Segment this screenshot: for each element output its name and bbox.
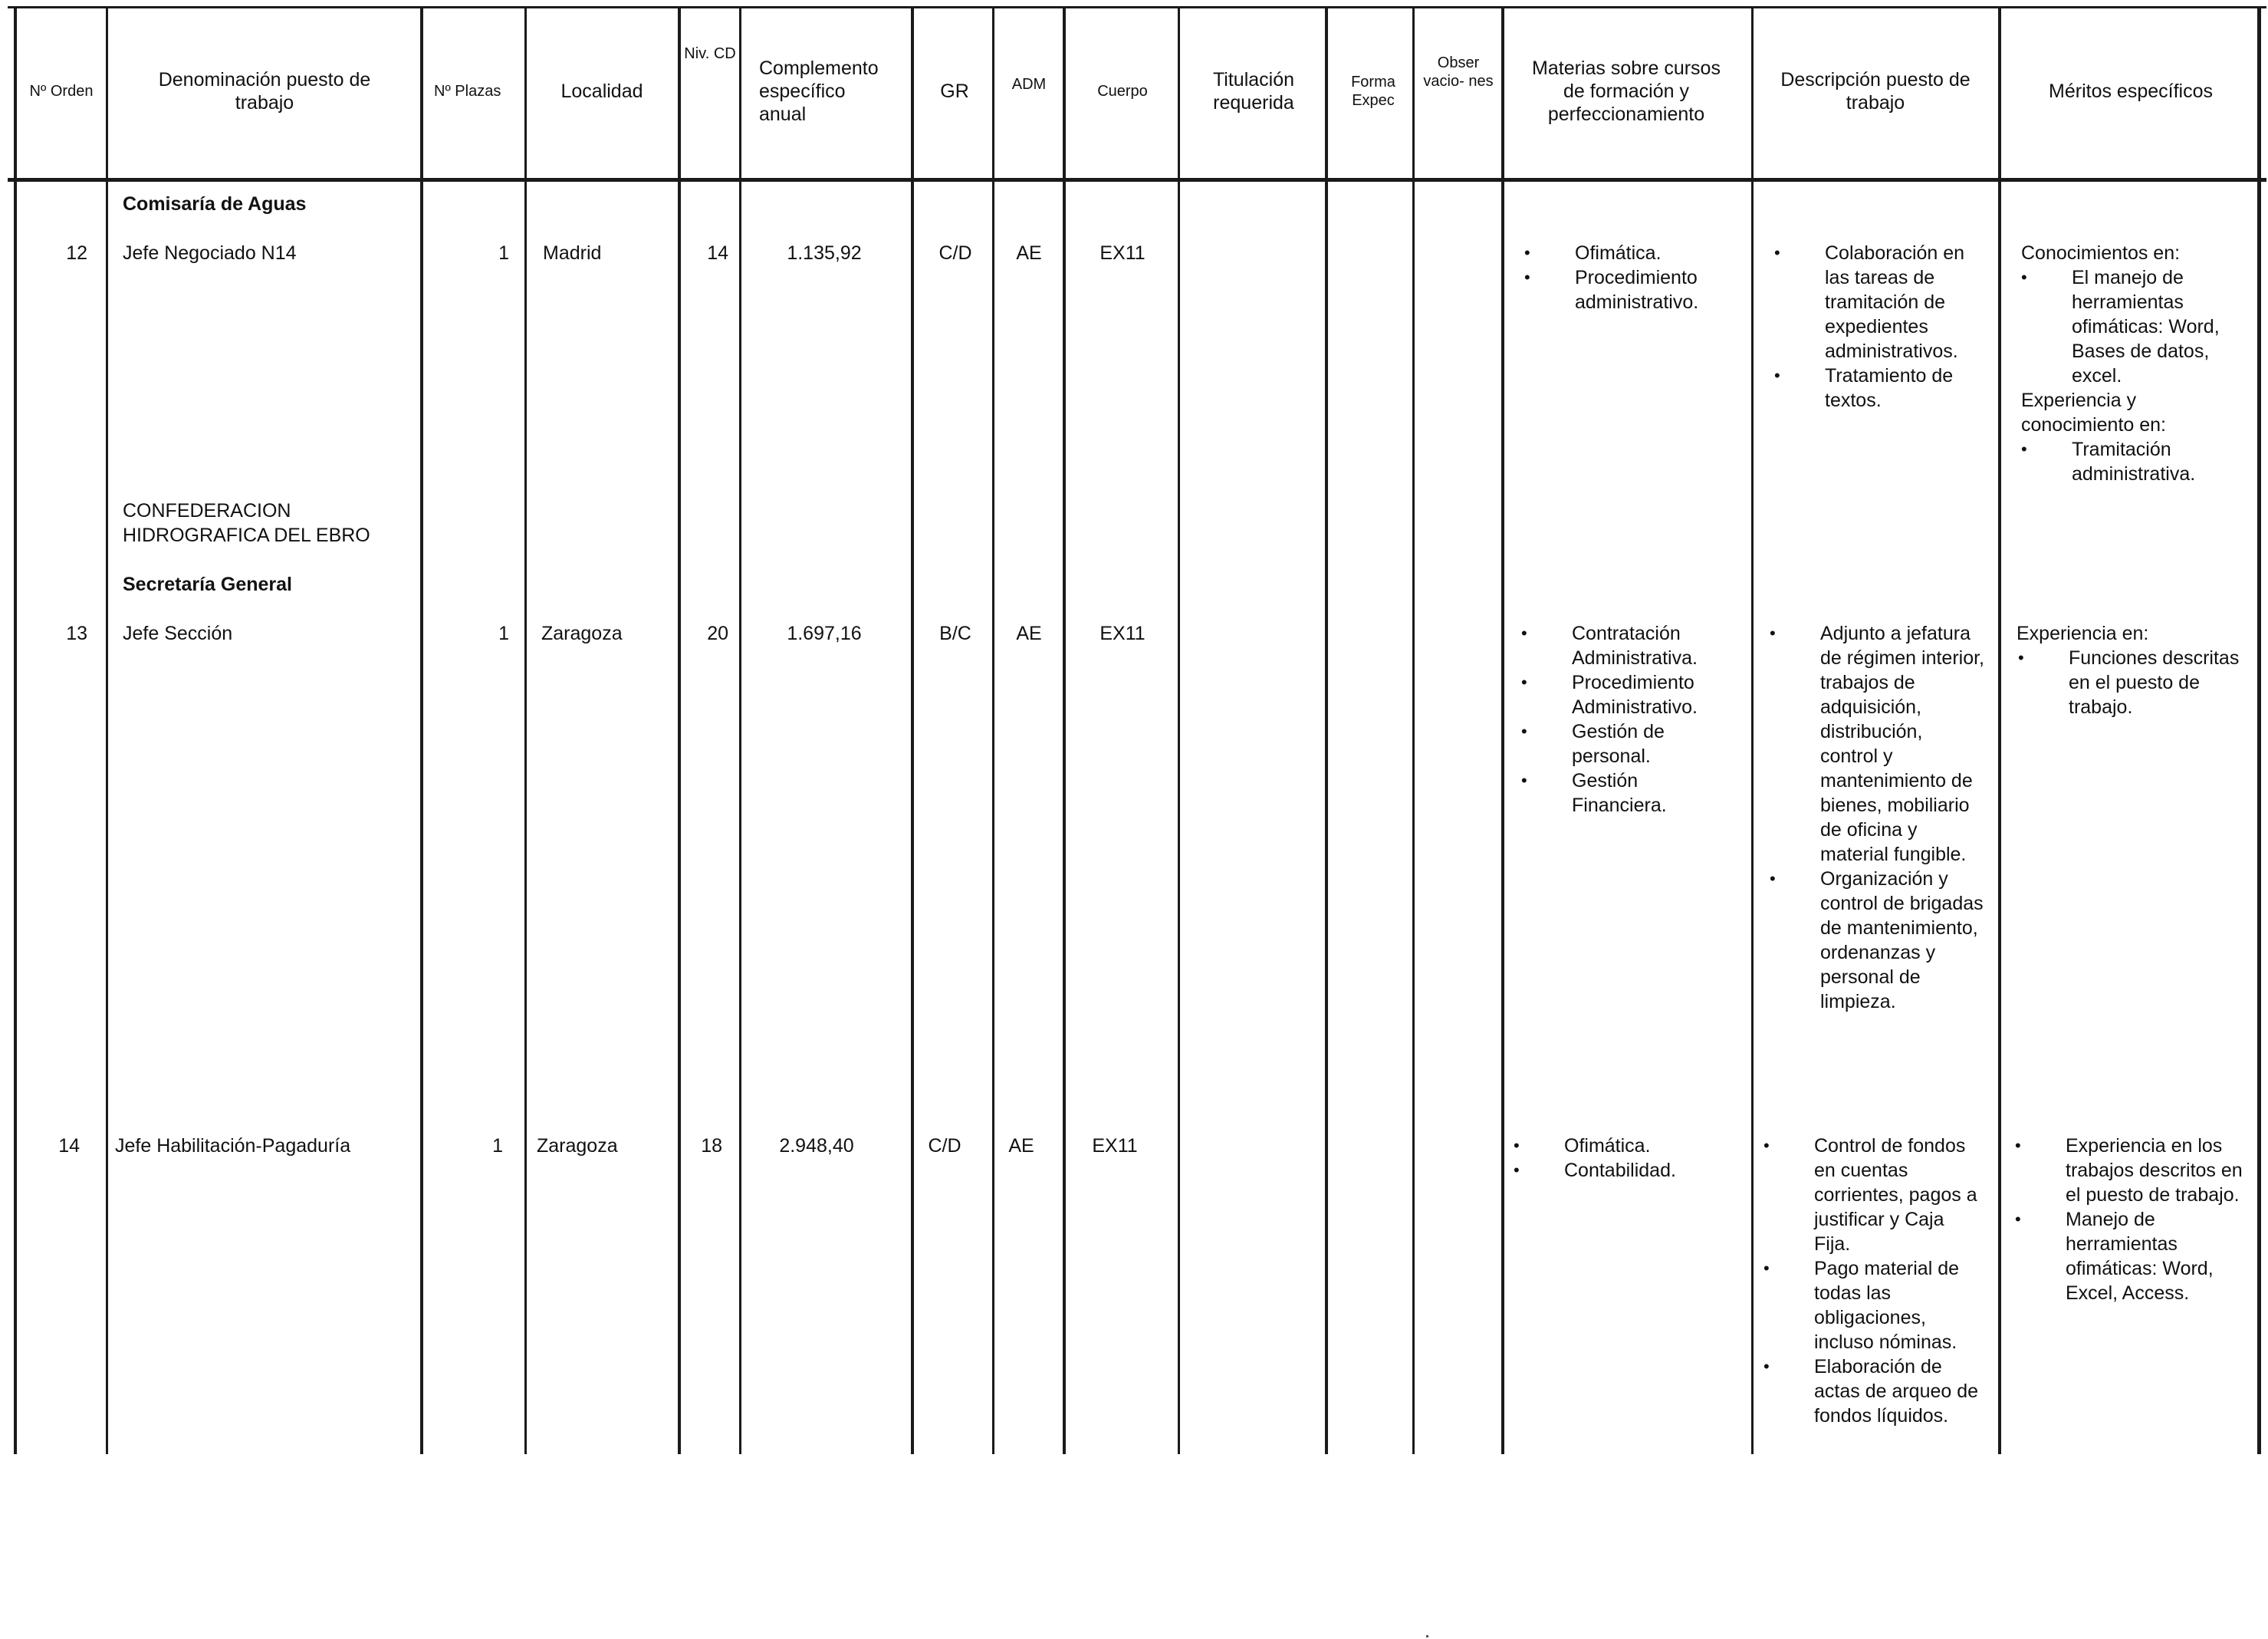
column-rule	[2257, 6, 2261, 1454]
list-item: • Experiencia en los trabajos descritos en el puesto de trabajo.	[2066, 1134, 2247, 1207]
meritos-list	[2072, 437, 2251, 486]
row-gr: C/D	[938, 242, 972, 264]
row-materias-list	[1564, 1134, 1725, 1183]
row-adm: AE	[1016, 242, 1042, 264]
table-top-border	[8, 6, 2266, 8]
header-descripcion: Descripción puesto de trabajo	[1780, 69, 1971, 114]
header-nivel: Niv. CD	[684, 45, 736, 62]
list-item: • Pago material de todas las obligaciones, incluso nóminas.	[1814, 1256, 1984, 1354]
row-nivel: 18	[701, 1135, 722, 1157]
section-confederacion: CONFEDERACION HIDROGRAFICA DEL EBRO	[123, 500, 370, 546]
header-complemento: Complemento específico anual	[759, 58, 879, 125]
row-meritos	[2021, 241, 2251, 486]
column-rule	[14, 6, 17, 1454]
meritos-intro: Experiencia en:	[2017, 623, 2149, 644]
row-plazas: 1	[498, 242, 509, 264]
list-item: • Elaboración de actas de arqueo de fondos líquidos.	[1814, 1354, 1984, 1428]
row-cuerpo: EX11	[1099, 623, 1146, 644]
list-item: • Procedimiento administrativo.	[1575, 265, 1728, 314]
row-descripcion-list	[1825, 241, 1984, 413]
section-comisaria: Comisaría de Aguas	[123, 193, 307, 215]
list-item: • Ofimática.	[1564, 1134, 1725, 1158]
header-denominacion: Denominación puesto de trabajo	[158, 69, 371, 114]
meritos-intro: Conocimientos en:	[2021, 242, 2181, 264]
row-descripcion-list	[1820, 621, 1984, 1014]
section-secretaria: Secretaría General	[123, 574, 292, 595]
list-item: • Ofimática.	[1575, 241, 1728, 265]
row-gr: B/C	[939, 623, 971, 644]
header-forma: Forma Expec	[1351, 74, 1395, 109]
row-materias-list	[1575, 241, 1728, 314]
list-item: • Procedimiento Administrativo.	[1572, 670, 1725, 719]
row-orden: 13	[66, 623, 87, 644]
header-observaciones: Obser vacio- nes	[1423, 54, 1494, 90]
column-rule	[1501, 6, 1504, 1454]
meritos-list	[2069, 646, 2251, 719]
row-nivel: 20	[707, 623, 728, 644]
row-complemento: 1.697,16	[787, 623, 862, 644]
column-rule	[992, 6, 994, 1454]
column-rule	[1063, 6, 1066, 1454]
column-rule	[739, 6, 741, 1454]
scan-speck	[1426, 1635, 1428, 1637]
row-localidad: Zaragoza	[541, 623, 623, 644]
column-rule	[1751, 6, 1754, 1454]
row-complemento: 1.135,92	[787, 242, 862, 264]
list-item: • Funciones descritas en el puesto de trabajo.	[2069, 646, 2251, 719]
list-item: • Colaboración en las tareas de tramitación de expedientes administrativos.	[1825, 241, 1984, 364]
row-meritos	[2017, 621, 2251, 719]
column-rule	[911, 6, 914, 1454]
row-adm: AE	[1008, 1135, 1034, 1157]
row-descripcion-list	[1814, 1134, 1984, 1428]
row-denominacion: Jefe Habilitación-Pagaduría	[115, 1135, 351, 1157]
column-rule	[106, 6, 108, 1454]
header-titulacion: Titulación requerida	[1212, 69, 1295, 114]
meritos-list	[2072, 265, 2251, 388]
row-cuerpo: EX11	[1099, 242, 1146, 264]
row-orden: 12	[66, 242, 87, 264]
list-item: • Gestión de personal.	[1572, 719, 1725, 768]
row-plazas: 1	[498, 623, 509, 644]
list-item: • Contabilidad.	[1564, 1158, 1725, 1183]
list-item: • Gestión Financiera.	[1572, 768, 1725, 818]
column-rule	[420, 6, 423, 1454]
header-gr: GR	[940, 81, 969, 102]
header-localidad: Localidad	[560, 81, 643, 102]
list-item: • Contratación Administrativa.	[1572, 621, 1725, 670]
list-item: • Organización y control de brigadas de mantenimiento, ordenanzas y personal de limpieza.	[1820, 867, 1984, 1014]
row-complemento: 2.948,40	[779, 1135, 854, 1157]
header-orden: Nº Orden	[29, 83, 94, 100]
column-rule	[1412, 6, 1415, 1454]
header-materias: Materias sobre cursos de formación y perfeccionamiento	[1532, 58, 1721, 125]
column-rule	[1325, 6, 1328, 1454]
list-item: • Manejo de herramientas ofimáticas: Word, Excel, Access.	[2066, 1207, 2247, 1305]
column-rule	[678, 6, 681, 1454]
list-item: • El manejo de herramientas ofimáticas: Word, Bases de datos, excel.	[2072, 265, 2251, 388]
header-adm: ADM	[1011, 76, 1047, 93]
list-item: • Tramitación administrativa.	[2072, 437, 2251, 486]
row-adm: AE	[1016, 623, 1042, 644]
row-denominacion: Jefe Negociado N14	[123, 242, 297, 264]
list-item: • Control de fondos en cuentas corrientes, pagos a justificar y Caja Fija.	[1814, 1134, 1984, 1256]
meritos-intro: Experiencia y conocimiento en:	[2021, 390, 2167, 436]
row-gr: C/D	[928, 1135, 961, 1157]
column-rule	[1998, 6, 2001, 1454]
list-item: • Adjunto a jefatura de régimen interior, trabajos de adquisición, distribución, control y mantenimiento de bienes, mobiliario de oficina y material fungible.	[1820, 621, 1984, 867]
row-localidad: Zaragoza	[537, 1135, 618, 1157]
row-nivel: 14	[707, 242, 728, 264]
row-localidad: Madrid	[543, 242, 602, 264]
row-meritos-list	[2066, 1134, 2247, 1305]
row-materias-list	[1572, 621, 1725, 818]
row-cuerpo: EX11	[1092, 1135, 1138, 1157]
header-cuerpo: Cuerpo	[1097, 83, 1148, 100]
header-plazas: Nº Plazas	[434, 83, 501, 100]
header-meritos: Méritos específicos	[2049, 81, 2213, 102]
column-rule	[524, 6, 527, 1454]
row-denominacion: Jefe Sección	[123, 623, 233, 644]
row-plazas: 1	[492, 1135, 503, 1157]
list-item: • Tratamiento de textos.	[1825, 364, 1984, 413]
row-orden: 14	[58, 1135, 80, 1157]
column-rule	[1178, 6, 1180, 1454]
header-bottom-border	[8, 178, 2266, 182]
